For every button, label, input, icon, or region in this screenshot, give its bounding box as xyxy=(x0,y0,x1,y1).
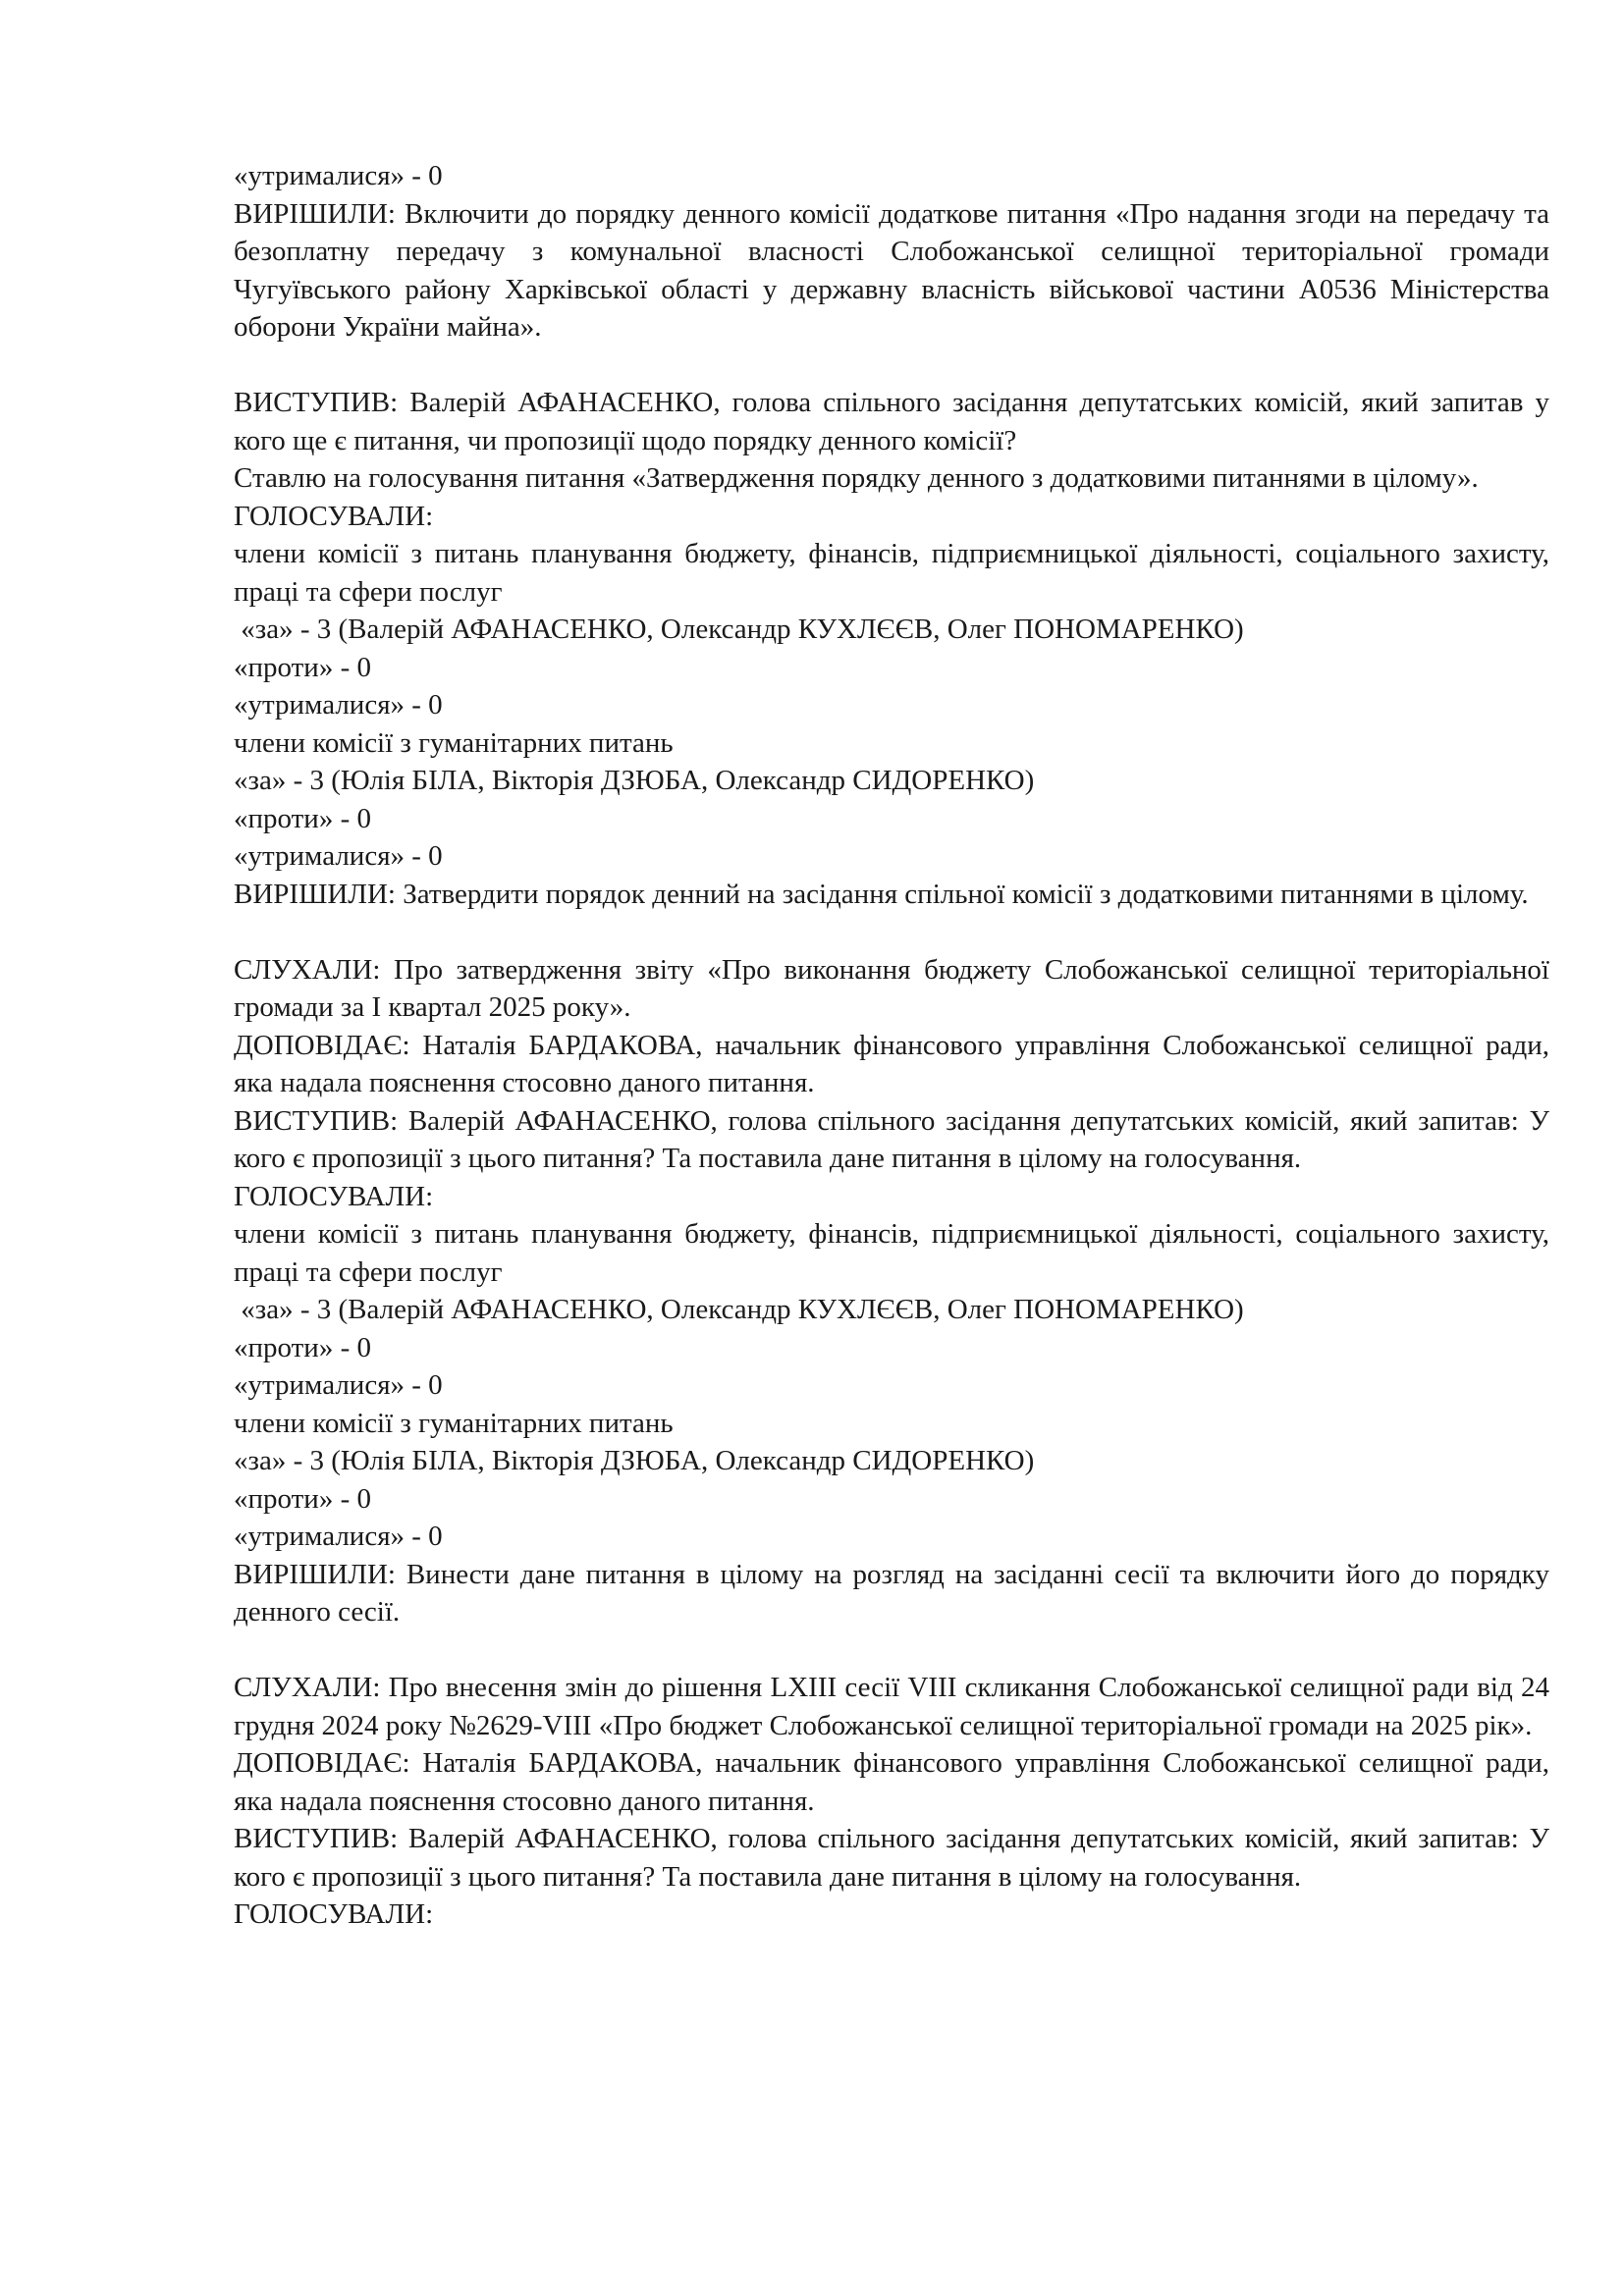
document-body xyxy=(234,157,1549,1934)
decision-paragraph: ВИРІШИЛИ: Винести дане питання в цілому на розгляд на засіданні сесії та включити його до порядку денного сесії. xyxy=(234,1558,1549,1628)
paragraph-gap xyxy=(234,913,1549,951)
votes-for: «за» - 3 (Юлія БІЛА, Вікторія ДЗЮБА, Олександр СИДОРЕНКО) xyxy=(234,765,1035,796)
heard-paragraph: СЛУХАЛИ: Про затвердження звіту «Про виконання бюджету Слобожанської селищної територіальної громади за I квартал 2025 року». xyxy=(234,953,1549,1023)
votes-against: «проти» - 0 xyxy=(234,651,371,683)
decision-paragraph: ВИРІШИЛИ: Затвердити порядок денний на засідання спільної комісії з додатковими питаннями в цілому. xyxy=(234,878,1529,910)
reporter-paragraph: ДОПОВІДАЄ: Наталія БАРДАКОВА, начальник фінансового управління Слобожанської селищної ради, яка надала пояснення стосовно даного питання. xyxy=(234,1029,1549,1098)
votes-for: «за» - 3 (Валерій АФАНАСЕНКО, Олександр КУХЛЄЄВ, Олег ПОНОМАРЕНКО) xyxy=(234,1294,1244,1325)
speaker-paragraph: ВИСТУПИВ: Валерій АФАНАСЕНКО, голова спільного засідання депутатських комісій, який запитав: У кого є пропозиції з цього питання? Та поставила дане питання в цілому на голосування. xyxy=(234,1104,1549,1174)
voted-heading: ГОЛОСУВАЛИ: xyxy=(234,1180,434,1212)
commission-budget-label: члени комісії з питань планування бюджету, фінансів, підприємницької діяльності, соціального захисту, праці та сфери послуг xyxy=(234,1218,1549,1288)
paragraph-gap xyxy=(234,347,1549,385)
heard-paragraph: СЛУХАЛИ: Про внесення змін до рішення LXIII сесії VIII скликання Слобожанської селищної ради від 24 грудня 2024 року №2629-VIII «Про бюджет Слобожанської селищної територіальної громади на 2025 рік». xyxy=(234,1672,1549,1741)
voted-heading: ГОЛОСУВАЛИ: xyxy=(234,500,434,532)
commission-humanitarian-label: члени комісії з гуманітарних питань xyxy=(234,1407,674,1439)
voted-heading: ГОЛОСУВАЛИ: xyxy=(234,1898,434,1930)
paragraph-gap xyxy=(234,1631,1549,1670)
votes-against: «проти» - 0 xyxy=(234,802,371,834)
votes-against: «проти» - 0 xyxy=(234,1482,371,1515)
reporter-paragraph: ДОПОВІДАЄ: Наталія БАРДАКОВА, начальник фінансового управління Слобожанської селищної ради, яка надала пояснення стосовно даного питання. xyxy=(234,1747,1549,1817)
vote-call-paragraph: Ставлю на голосування питання «Затвердження порядку денного з додатковими питаннями в цілому». xyxy=(234,462,1479,494)
votes-for: «за» - 3 (Юлія БІЛА, Вікторія ДЗЮБА, Олександр СИДОРЕНКО) xyxy=(234,1445,1035,1476)
commission-budget-label: члени комісії з питань планування бюджету, фінансів, підприємницької діяльності, соціального захисту, праці та сфери послуг xyxy=(234,538,1549,608)
decision-paragraph: ВИРІШИЛИ: Включити до порядку денного комісії додаткове питання «Про надання згоди на передачу та безоплатну передачу з комунальної власності Слобожанської селищної територіальної громади Чугуївського району Харківської області у державну власність військової частини А0536 Міністерства оборони України майна». xyxy=(234,197,1549,343)
votes-abstain: «утрималися» - 0 xyxy=(234,840,443,872)
speaker-paragraph: ВИСТУПИВ: Валерій АФАНАСЕНКО, голова спільного засідання депутатських комісій, який запитав: У кого є пропозиції з цього питання? Та поставила дане питання в цілому на голосування. xyxy=(234,1823,1549,1893)
speaker-paragraph: ВИСТУПИВ: Валерій АФАНАСЕНКО, голова спільного засідання депутатських комісій, який запитав у кого ще є питання, чи пропозиції щодо порядку денного комісії? xyxy=(234,387,1549,456)
abstain-count: «утрималися» - 0 xyxy=(234,160,443,191)
votes-abstain: «утрималися» - 0 xyxy=(234,1521,443,1552)
commission-humanitarian-label: члени комісії з гуманітарних питань xyxy=(234,726,674,759)
votes-abstain: «утрималися» - 0 xyxy=(234,689,443,721)
votes-abstain: «утрималися» - 0 xyxy=(234,1369,443,1401)
votes-against: «проти» - 0 xyxy=(234,1331,371,1363)
votes-for: «за» - 3 (Валерій АФАНАСЕНКО, Олександр КУХЛЄЄВ, Олег ПОНОМАРЕНКО) xyxy=(234,614,1244,645)
